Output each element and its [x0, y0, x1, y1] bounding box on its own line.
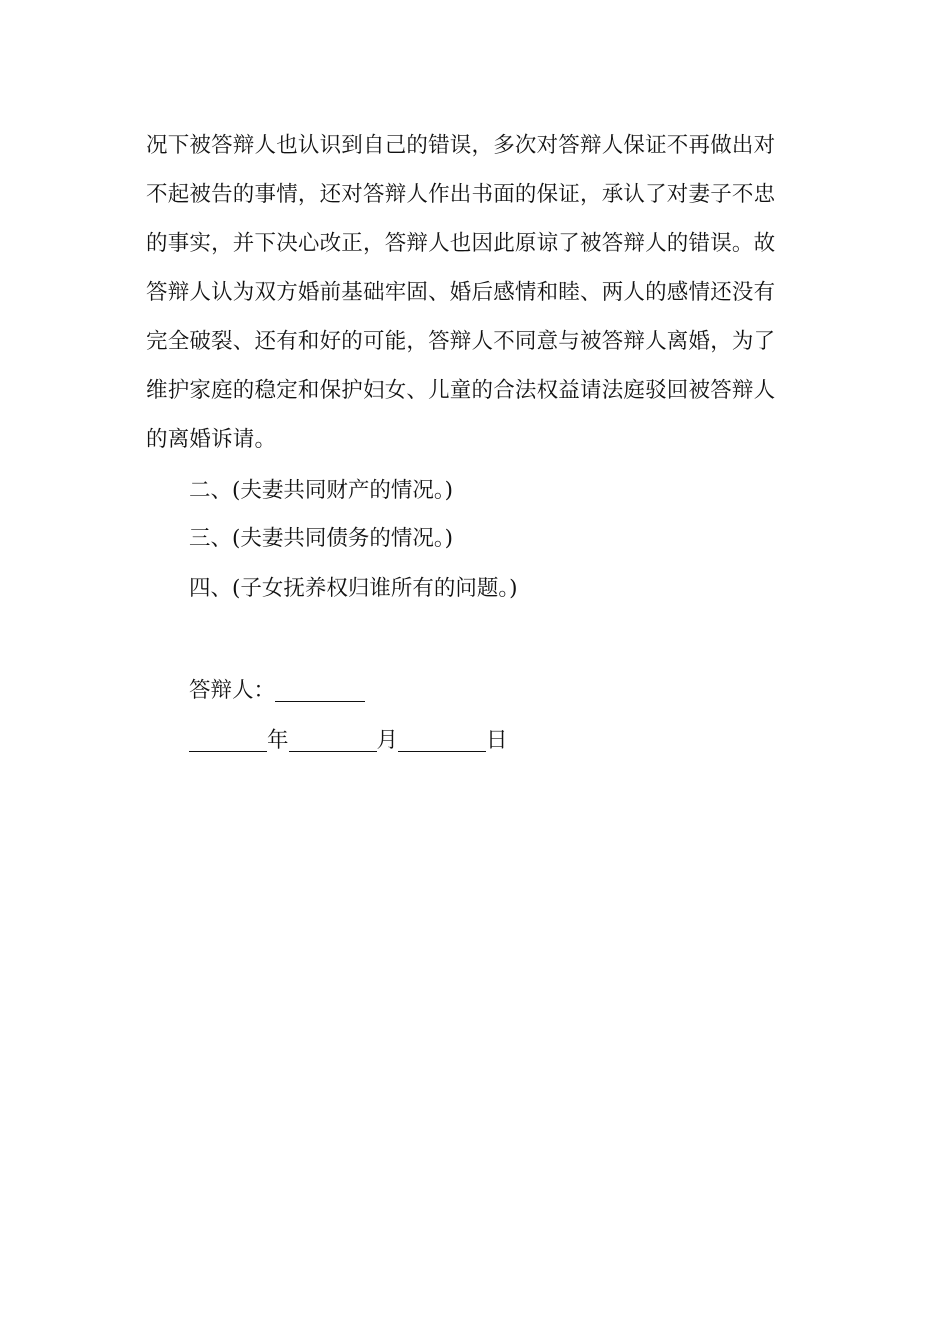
- year-label: 年: [267, 728, 289, 753]
- respondent-label: 答辩人：: [189, 678, 276, 703]
- paragraph-line: 维护家庭的稳定和保护妇女、儿童的合法权益请法庭驳回被答辩人: [146, 378, 776, 403]
- day-label: 日: [486, 728, 508, 753]
- paragraph-line: 答辩人认为双方婚前基础牢固、婚后感情和睦、两人的感情还没有: [146, 280, 776, 305]
- body-paragraph: [146, 121, 806, 464]
- paragraph-line: 况下被答辩人也认识到自己的错误，多次对答辩人保证不再做出对: [146, 133, 776, 158]
- month-blank: [289, 727, 377, 752]
- month-label: 月: [376, 728, 399, 753]
- item-joint-property: 二、(夫妻共同财产的情况。): [189, 478, 454, 503]
- paragraph-line: 的事实，并下决心改正，答辩人也因此原谅了被答辩人的错误。故: [146, 231, 776, 256]
- respondent-name-blank: [275, 677, 365, 702]
- item-joint-debt: 三、(夫妻共同债务的情况。): [189, 526, 454, 551]
- date-line: [189, 726, 508, 756]
- paragraph-line: 完全破裂、还有和好的可能，答辩人不同意与被答辩人离婚，为了: [146, 329, 776, 354]
- day-blank: [398, 727, 486, 752]
- paragraph-line: 的离婚诉请。: [146, 427, 277, 452]
- item-child-custody: 四、(子女抚养权归谁所有的问题。): [189, 576, 518, 601]
- paragraph-line: 不起被告的事情，还对答辩人作出书面的保证，承认了对妻子不忠: [146, 182, 776, 207]
- respondent-signature: [189, 676, 365, 706]
- year-blank: [189, 727, 267, 752]
